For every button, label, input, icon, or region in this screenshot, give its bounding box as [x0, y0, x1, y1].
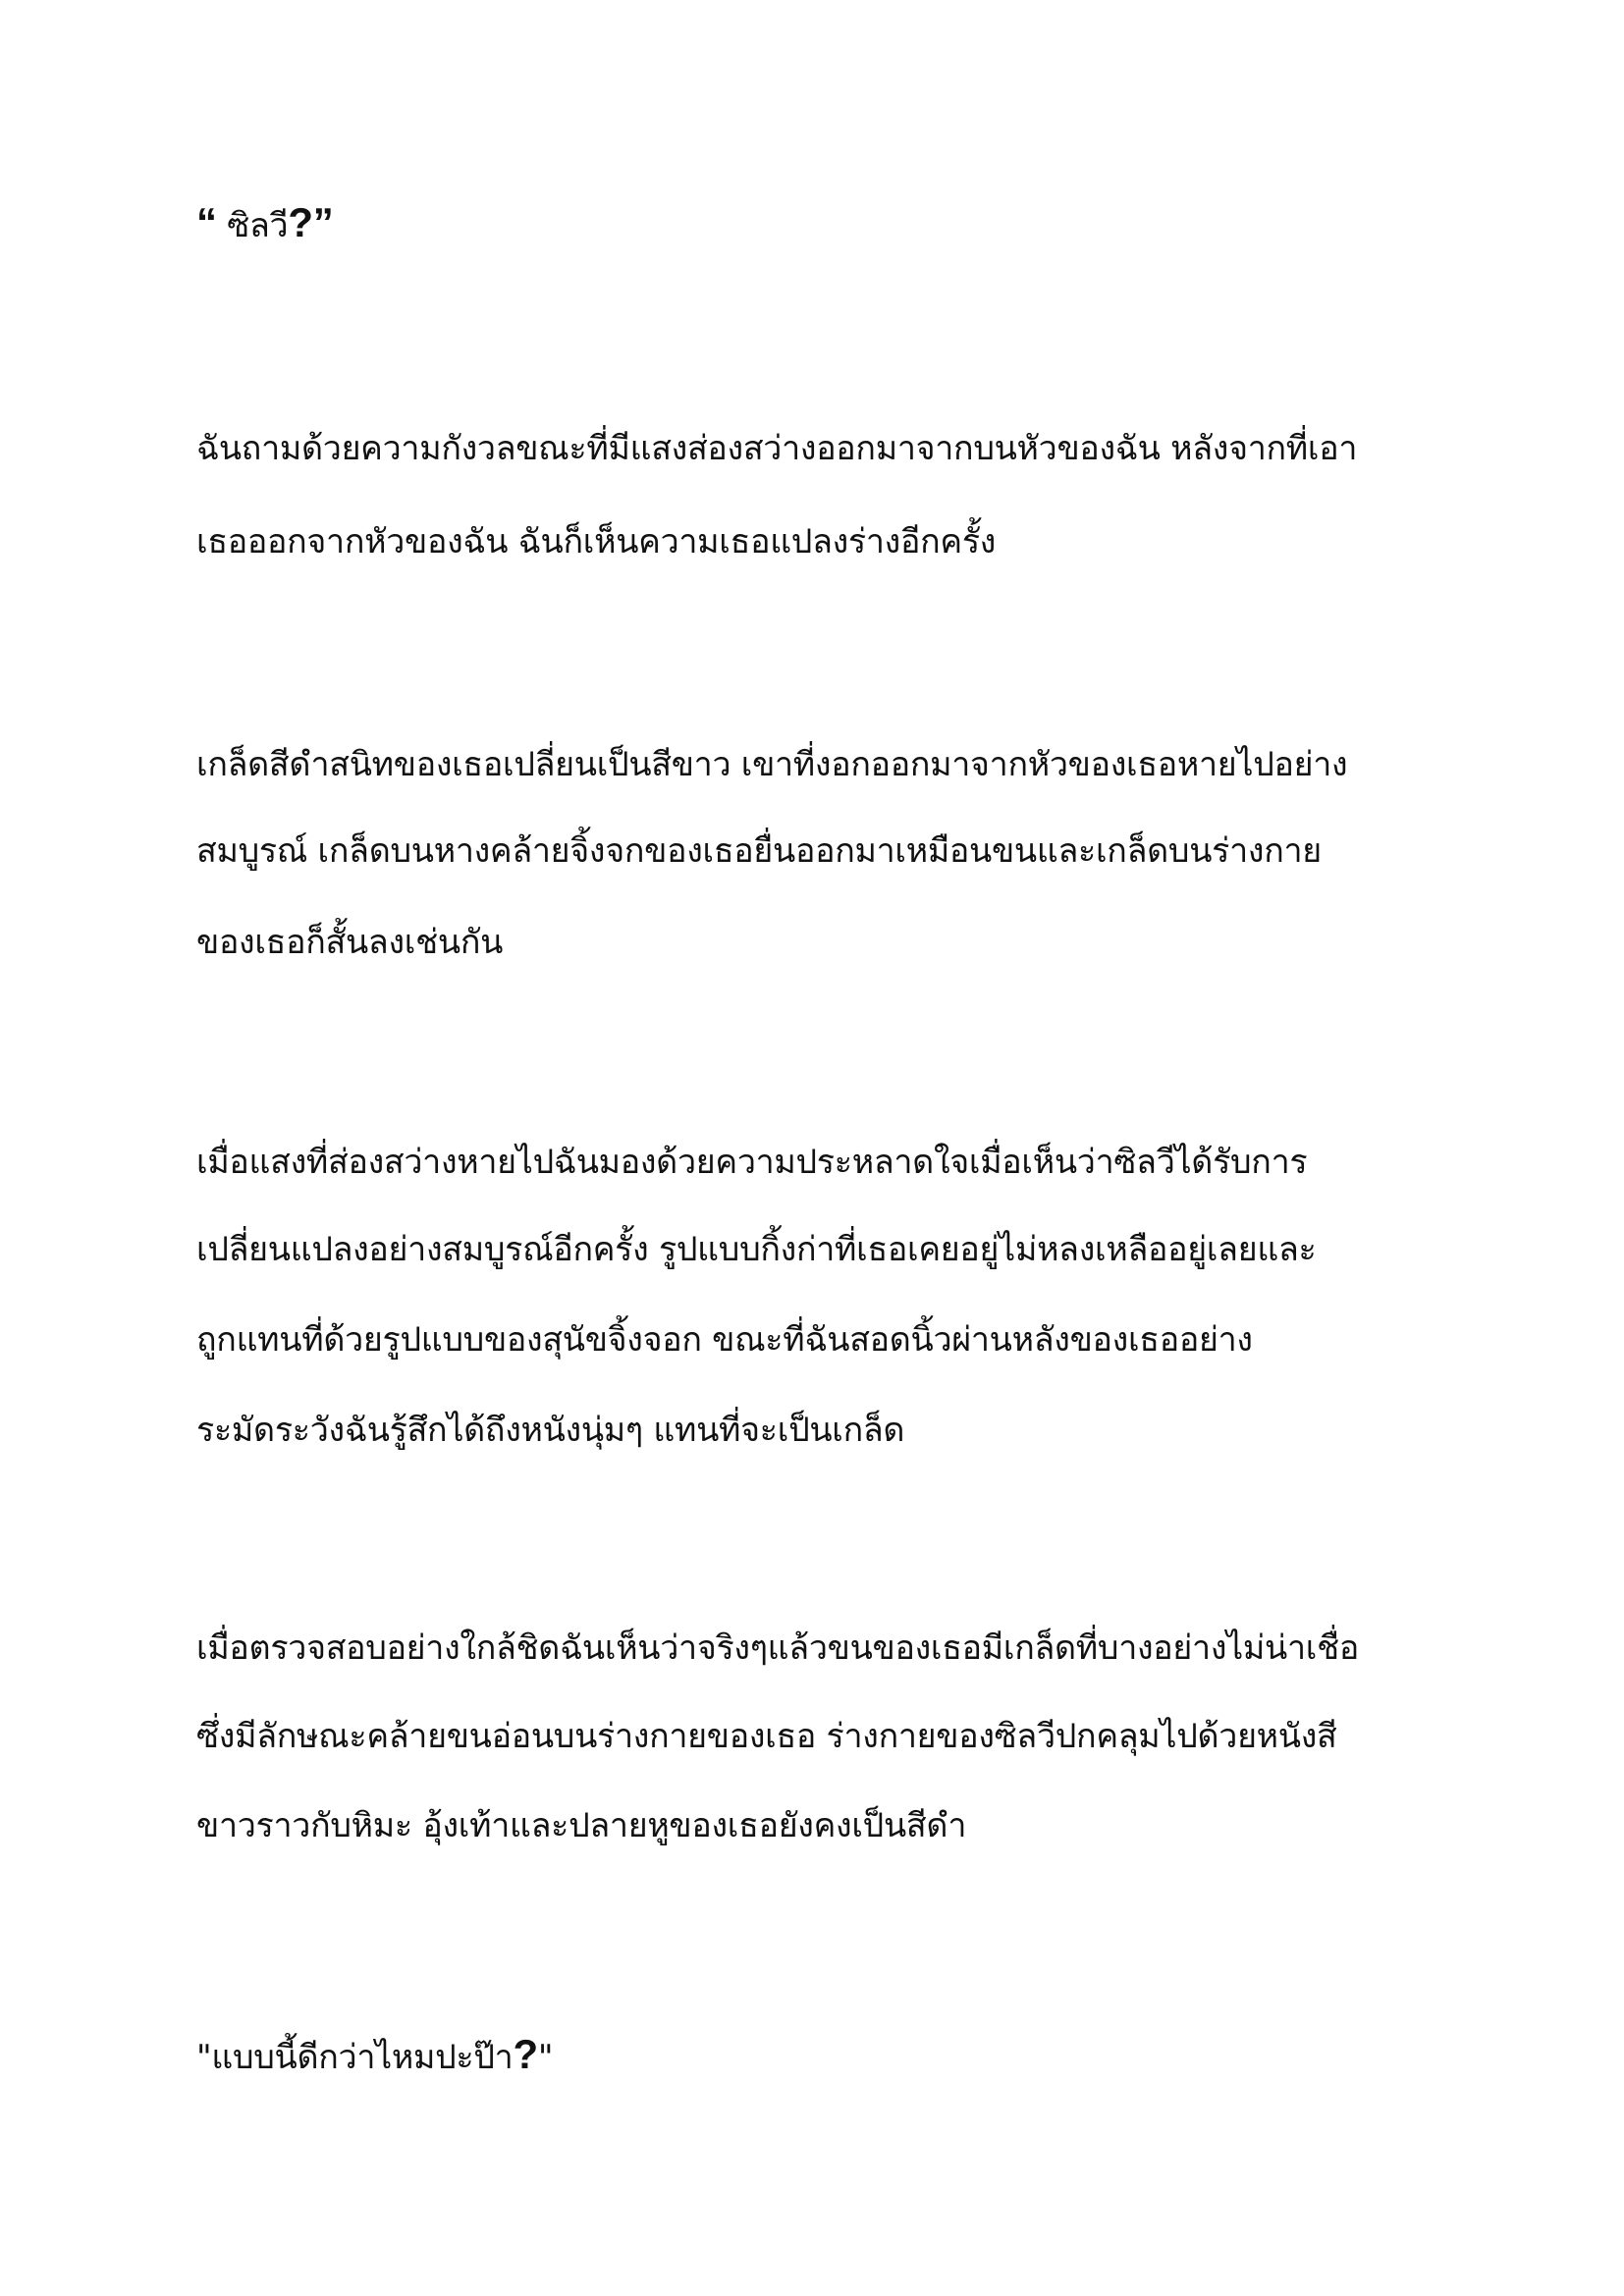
open-quote: “	[196, 199, 217, 245]
opening-dialogue	[196, 199, 334, 245]
paragraph-line: เธอออกจากหัวของฉัน ฉันก็เห็นความเธอแปลงร่างอีกครั้ง	[196, 522, 997, 561]
document-page	[196, 0, 1473, 2296]
paragraph-line: ขาวราวกับหิมะ อุ้งเท้าและปลายหูของเธอยังคงเป็นสีดำ	[196, 1806, 967, 1845]
dialogue-text: แบบนี้ดีกว่าไหมปะป๊า	[211, 2038, 514, 2077]
paragraph-line: ซึ่งมีลักษณะคล้ายขนอ่อนบนร่างกายของเธอ ร่างกายของซิลวีปกคลุมไปด้วยหนังสี	[196, 1717, 1337, 1756]
paragraph-line: สมบูรณ์ เกล็ดบนหางคล้ายจิ้งจกของเธอยื่นออกมาเหมือนขนและเกล็ดบนร่างกาย	[196, 831, 1322, 871]
dialogue-text: ซิลวี	[216, 206, 289, 245]
close-quote: "	[537, 2038, 554, 2077]
paragraph-line: เกล็ดสีดำสนิทของเธอเปลี่ยนเป็นสีขาว เขาที่งอกออกมาจากหัวของเธอหายไปอย่าง	[196, 745, 1348, 784]
paragraph-line: ฉันถามด้วยความกังวลขณะที่มีแสงส่องสว่างออกมาจากบนหัวของฉัน หลังจากที่เอา	[196, 429, 1358, 468]
close-quote: ”	[312, 199, 334, 245]
paragraph-line: ของเธอก็สั้นลงเช่นกัน	[196, 923, 504, 962]
paragraph-line: เปลี่ยนแปลงอย่างสมบูรณ์อีกครั้ง รูปแบบกิ้งก่าที่เธอเคยอยู่ไม่หลงเหลืออยู่เลยและ	[196, 1230, 1317, 1269]
closing-dialogue	[196, 2031, 554, 2077]
paragraph-line: เมื่อตรวจสอบอย่างใกล้ชิดฉันเห็นว่าจริงๆแล้วขนของเธอมีเกล็ดที่บางอย่างไม่น่าเชื่อ	[196, 1629, 1359, 1668]
question-mark: ?	[513, 2031, 538, 2077]
paragraph-line: ระมัดระวังฉันรู้สึกได้ถึงหนังนุ่มๆ แทนที่จะเป็นเกล็ด	[196, 1411, 905, 1450]
paragraph-line: ถูกแทนที่ด้วยรูปแบบของสุนัขจิ้งจอก ขณะที่ฉันสอดนิ้วผ่านหลังของเธออย่าง	[196, 1320, 1253, 1360]
question-mark: ?	[288, 199, 313, 245]
open-quote: "	[196, 2038, 212, 2077]
paragraph-line: เมื่อแสงที่ส่องสว่างหายไปฉันมองด้วยความประหลาดใจเมื่อเห็นว่าซิลวีได้รับการ	[196, 1143, 1308, 1182]
